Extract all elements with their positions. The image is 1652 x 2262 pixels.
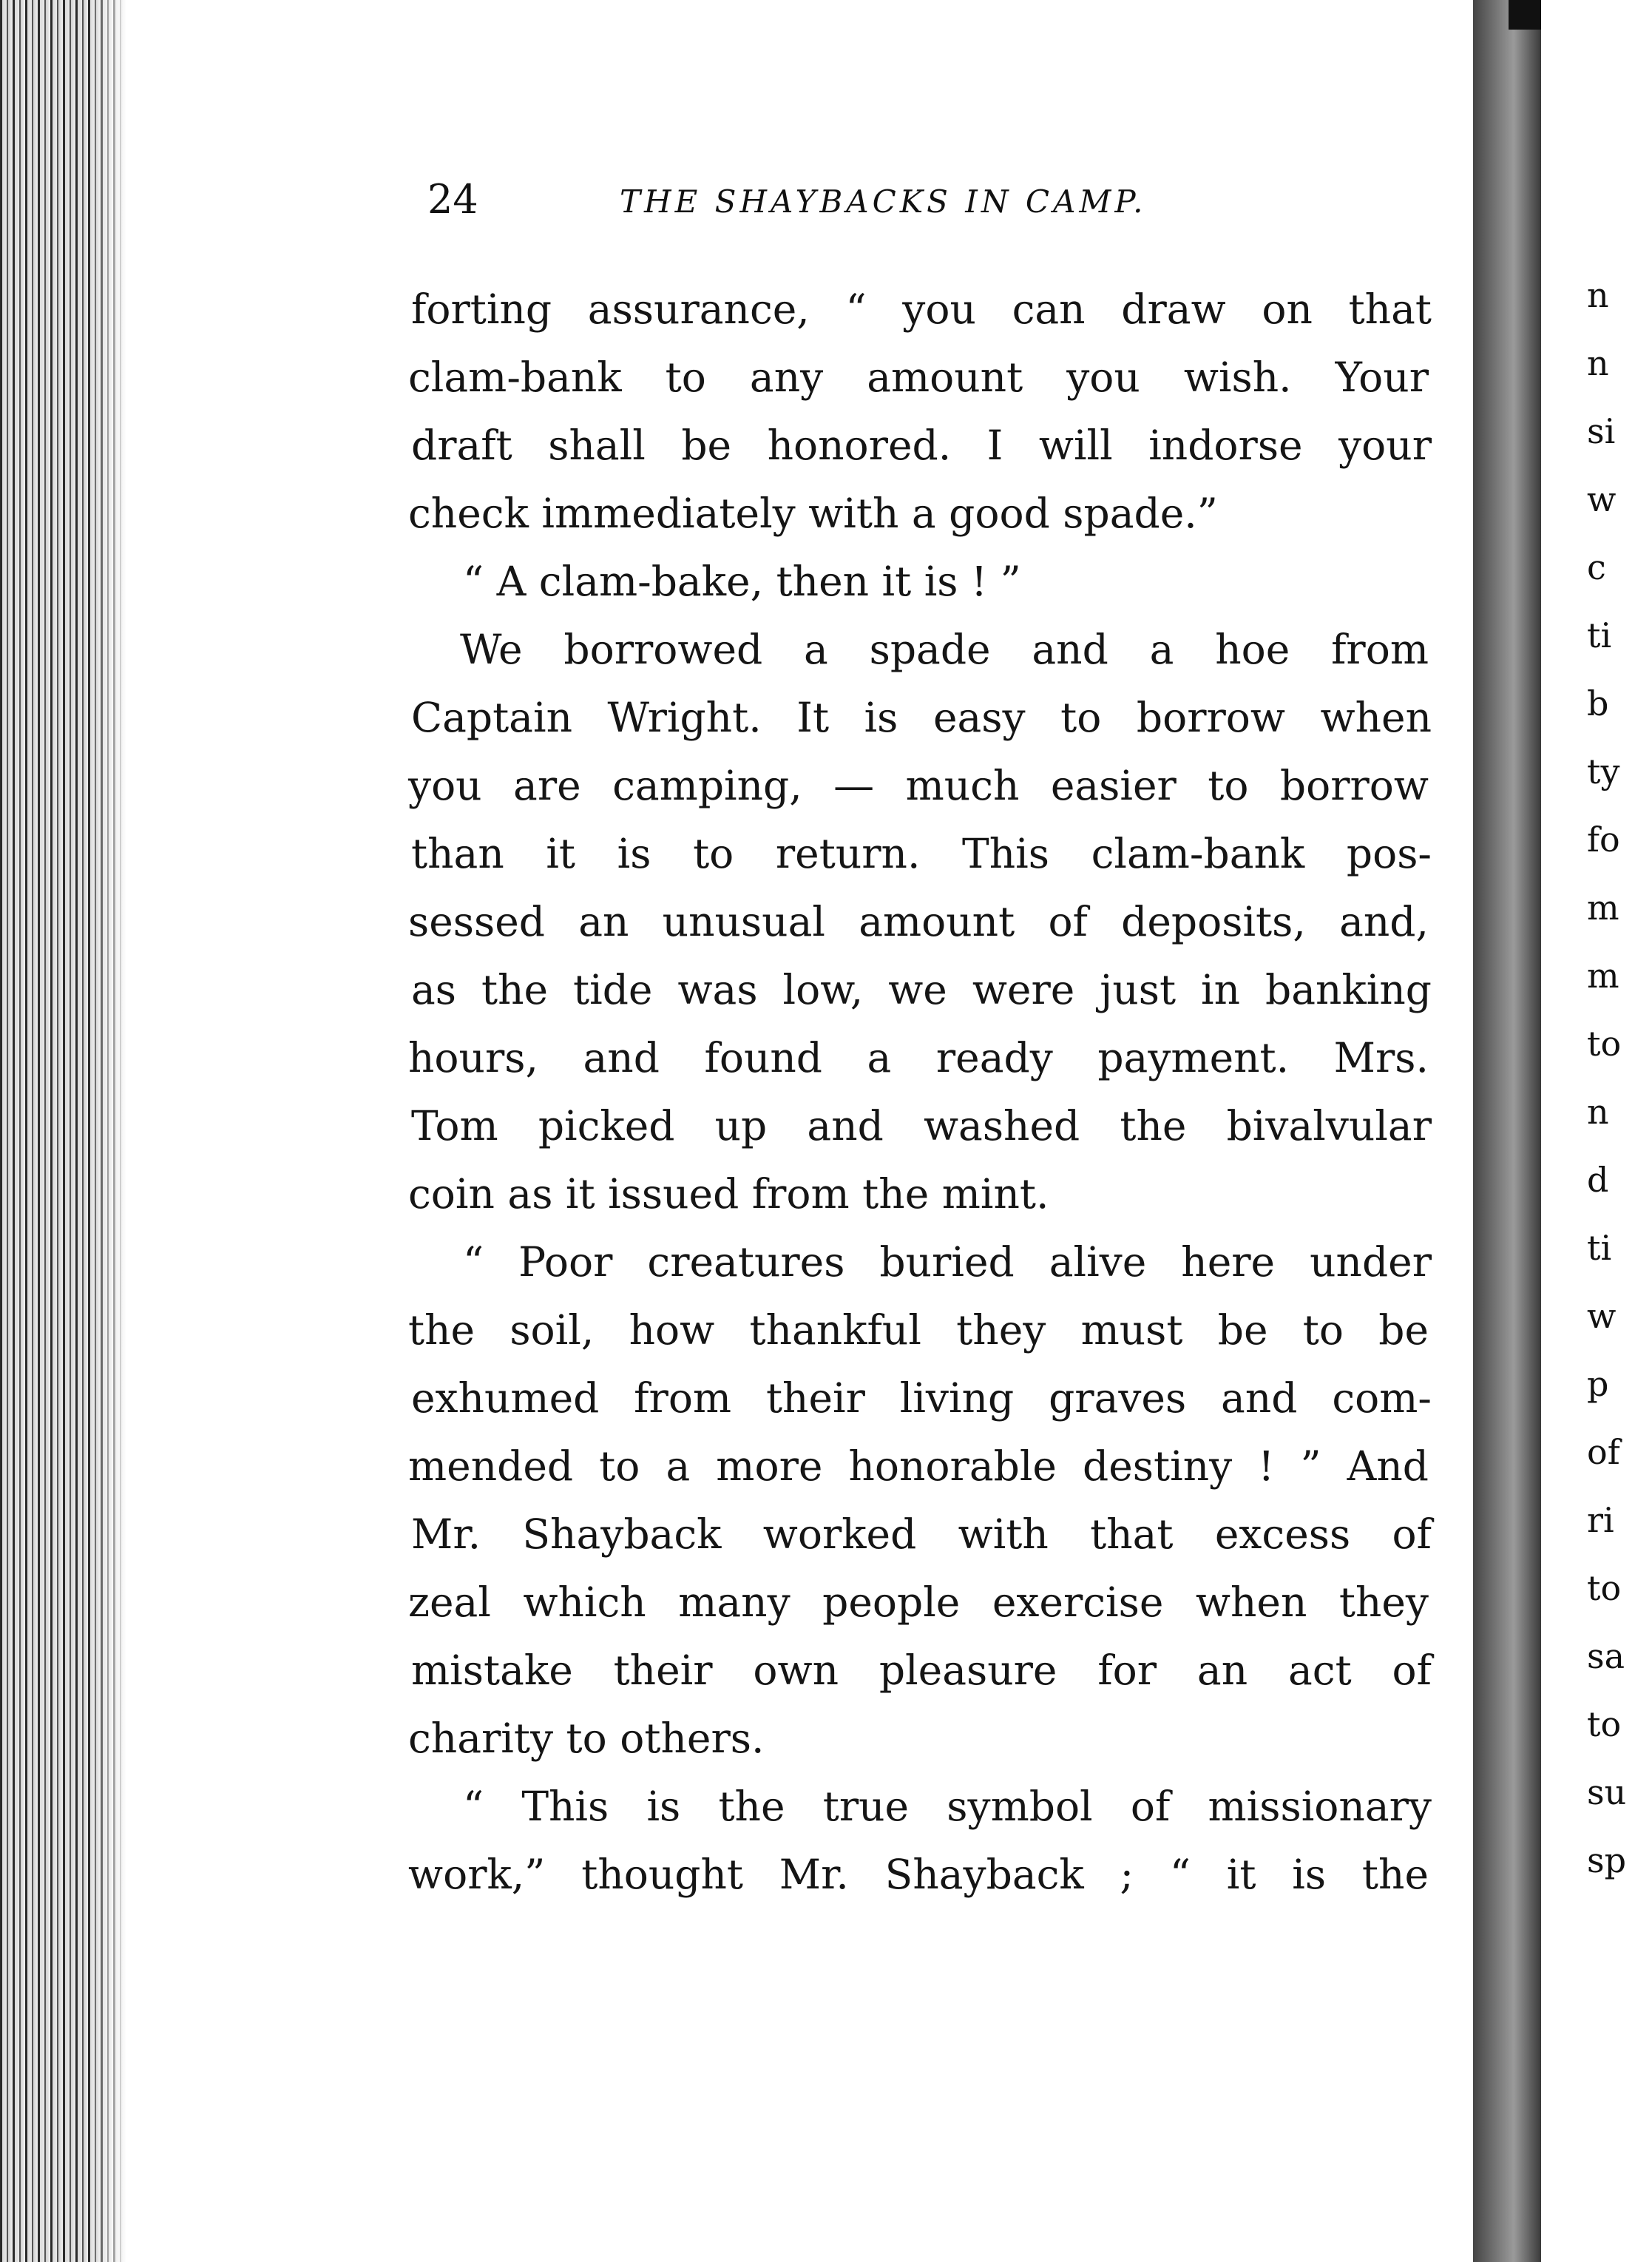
facing-page-fragment: si [1587,411,1616,451]
text-line: draft shall be honored. I will indorse your [411,422,1432,469]
facing-page-fragment: of [1587,1432,1620,1472]
facing-page-fragment: p [1587,1364,1609,1404]
text-line: We borrowed a spade and a hoe from [460,626,1429,673]
facing-page-fragment: m [1587,888,1619,928]
facing-page-fragment: sa [1587,1636,1625,1676]
text-line: charity to others. [408,1715,765,1762]
facing-page-fragment: fo [1587,820,1620,860]
text-line: clam-bank to any amount you wish. Your [408,354,1429,401]
text-line: mistake their own pleasure for an act of [411,1647,1432,1694]
text-line: sessed an unusual amount of deposits, and, [408,898,1429,945]
facing-page-fragment: n [1587,1092,1609,1132]
text-line: “ A clam-bake, then it is ! ” [463,558,1021,605]
facing-page-fragment: d [1587,1160,1609,1200]
facing-page-fragment: ty [1587,752,1620,791]
text-line: you are camping, — much easier to borrow [408,762,1429,809]
text-line: check immediately with a good spade.” [408,490,1218,537]
facing-page-fragment: to [1587,1568,1622,1608]
text-line: mended to a more honorable destiny ! ” And [408,1442,1429,1490]
text-line: Mr. Shayback worked with that excess of [411,1510,1432,1558]
text-line: as the tide was low, we were just in banking [411,966,1432,1013]
text-line: forting assurance, “ you can draw on that [411,286,1432,333]
text-line: work,” thought Mr. Shayback ; “ it is the [408,1851,1429,1898]
facing-page-fragment: to [1587,1704,1622,1744]
facing-page-fragment: su [1587,1772,1627,1812]
running-title: THE SHAYBACKS IN CAMP. [620,183,1147,220]
body-text [408,275,1432,1908]
page-edge-fade [89,0,133,2262]
facing-page-fragment: ti [1587,615,1612,655]
text-line: zeal which many people exercise when they [408,1579,1429,1626]
facing-page-fragment: n [1587,275,1609,315]
facing-page-fragment: sp [1587,1840,1627,1880]
text-line: than it is to return. This clam-bank pos- [411,830,1432,877]
running-head [427,176,1256,228]
facing-page-fragment: m [1587,956,1619,996]
text-line: “ This is the true symbol of missionary [463,1783,1432,1830]
text-line: coin as it issued from the mint. [408,1170,1049,1218]
facing-page-fragment: b [1587,683,1609,723]
text-line: the soil, how thankful they must be to be [408,1306,1429,1354]
text-line: “ Poor creatures buried alive here under [463,1238,1432,1286]
facing-page-fragment: ti [1587,1228,1612,1268]
text-line: hours, and found a ready payment. Mrs. [408,1034,1429,1081]
text-line: exhumed from their living graves and com- [411,1374,1432,1422]
facing-page-fragment: c [1587,547,1606,587]
facing-page [1541,0,1652,2262]
facing-page-fragment: w [1587,1296,1617,1336]
text-line: Captain Wright. It is easy to borrow when [411,694,1432,741]
book-gutter [1473,0,1541,2262]
facing-page-fragment: w [1587,479,1617,519]
text-line: Tom picked up and washed the bivalvular [411,1102,1432,1149]
facing-page-fragment: ri [1587,1500,1614,1540]
facing-page-fragment: to [1587,1024,1622,1064]
page-number: 24 [427,176,478,223]
facing-page-fragment: n [1587,343,1609,383]
